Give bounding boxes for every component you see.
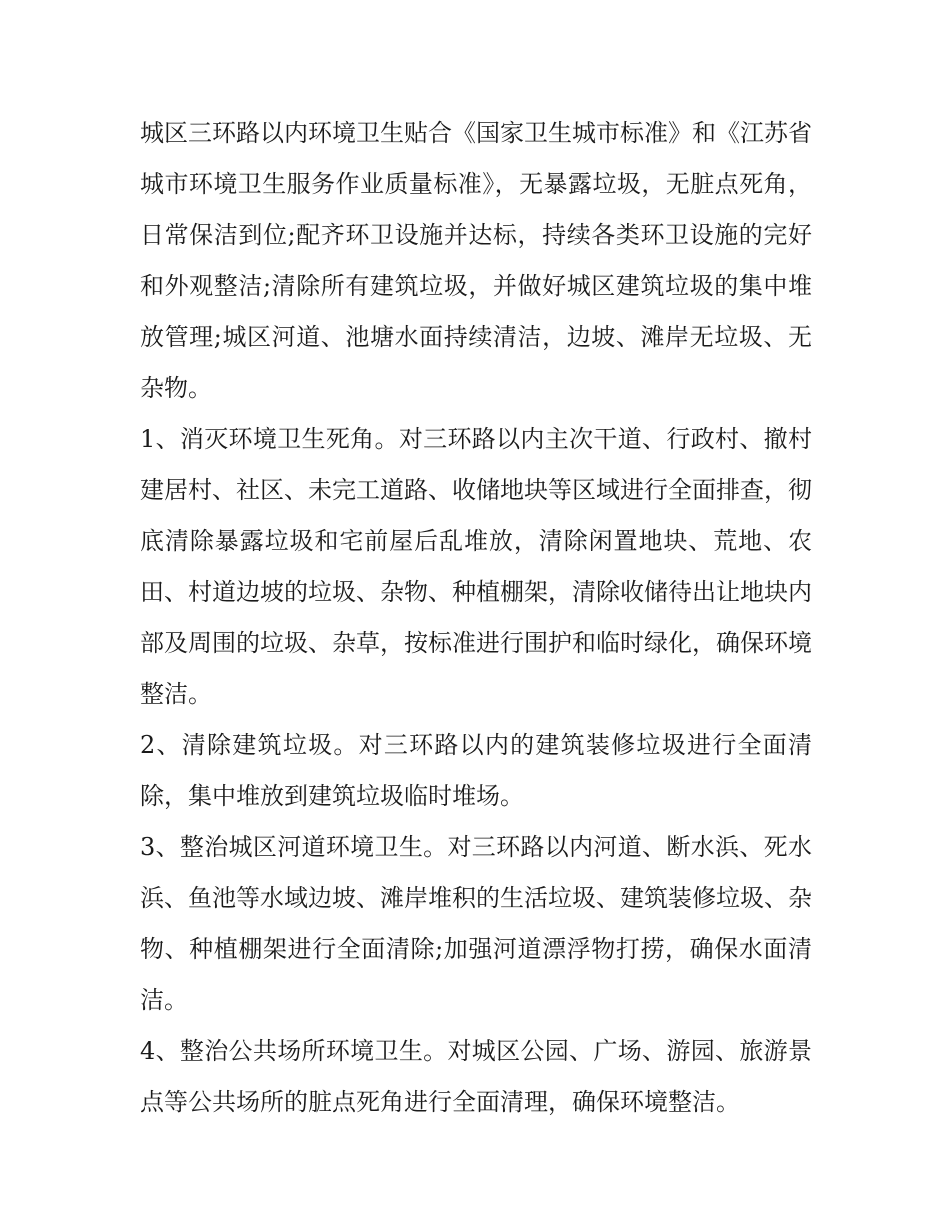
paragraph-item-2: 2、清除建筑垃圾。对三环路以内的建筑装修垃圾进行全面清除，集中堆放到建筑垃圾临时堆场。 bbox=[140, 731, 812, 810]
paragraph-item-3: 3、整治城区河道环境卫生。对三环路以内河道、断水浜、死水浜、鱼池等水域边坡、滩岸堆积的生活垃圾、建筑装修垃圾、杂物、种植棚架进行全面清除;加强河道漂浮物打捞，确保水面清洁。 bbox=[140, 833, 812, 1014]
paragraph-item-1: 1、消灭环境卫生死角。对三环路以内主次干道、行政村、撤村建居村、社区、未完工道路、收储地块等区域进行全面排查，彻底清除暴露垃圾和宅前屋后乱堆放，清除闲置地块、荒地、农田、村道边坡的垃圾、杂物、种植棚架，清除收储待出让地块内部及周围的垃圾、杂草，按标准进行围护和临时绿化，确保环境整洁。 bbox=[140, 425, 812, 708]
paragraph-item-4: 4、整治公共场所环境卫生。对城区公园、广场、游园、旅游景点等公共场所的脏点死角进行全面清理，确保环境整洁。 bbox=[140, 1037, 812, 1116]
document-body bbox=[140, 108, 812, 1128]
paragraph-intro: 城区三环路以内环境卫生贴合《国家卫生城市标准》和《江苏省城市环境卫生服务作业质量标准》，无暴露垃圾，无脏点死角，日常保洁到位;配齐环卫设施并达标，持续各类环卫设施的完好和外观整洁;清除所有建筑垃圾，并做好城区建筑垃圾的集中堆放管理;城区河道、池塘水面持续清洁，边坡、滩岸无垃圾、无杂物。 bbox=[140, 119, 812, 402]
